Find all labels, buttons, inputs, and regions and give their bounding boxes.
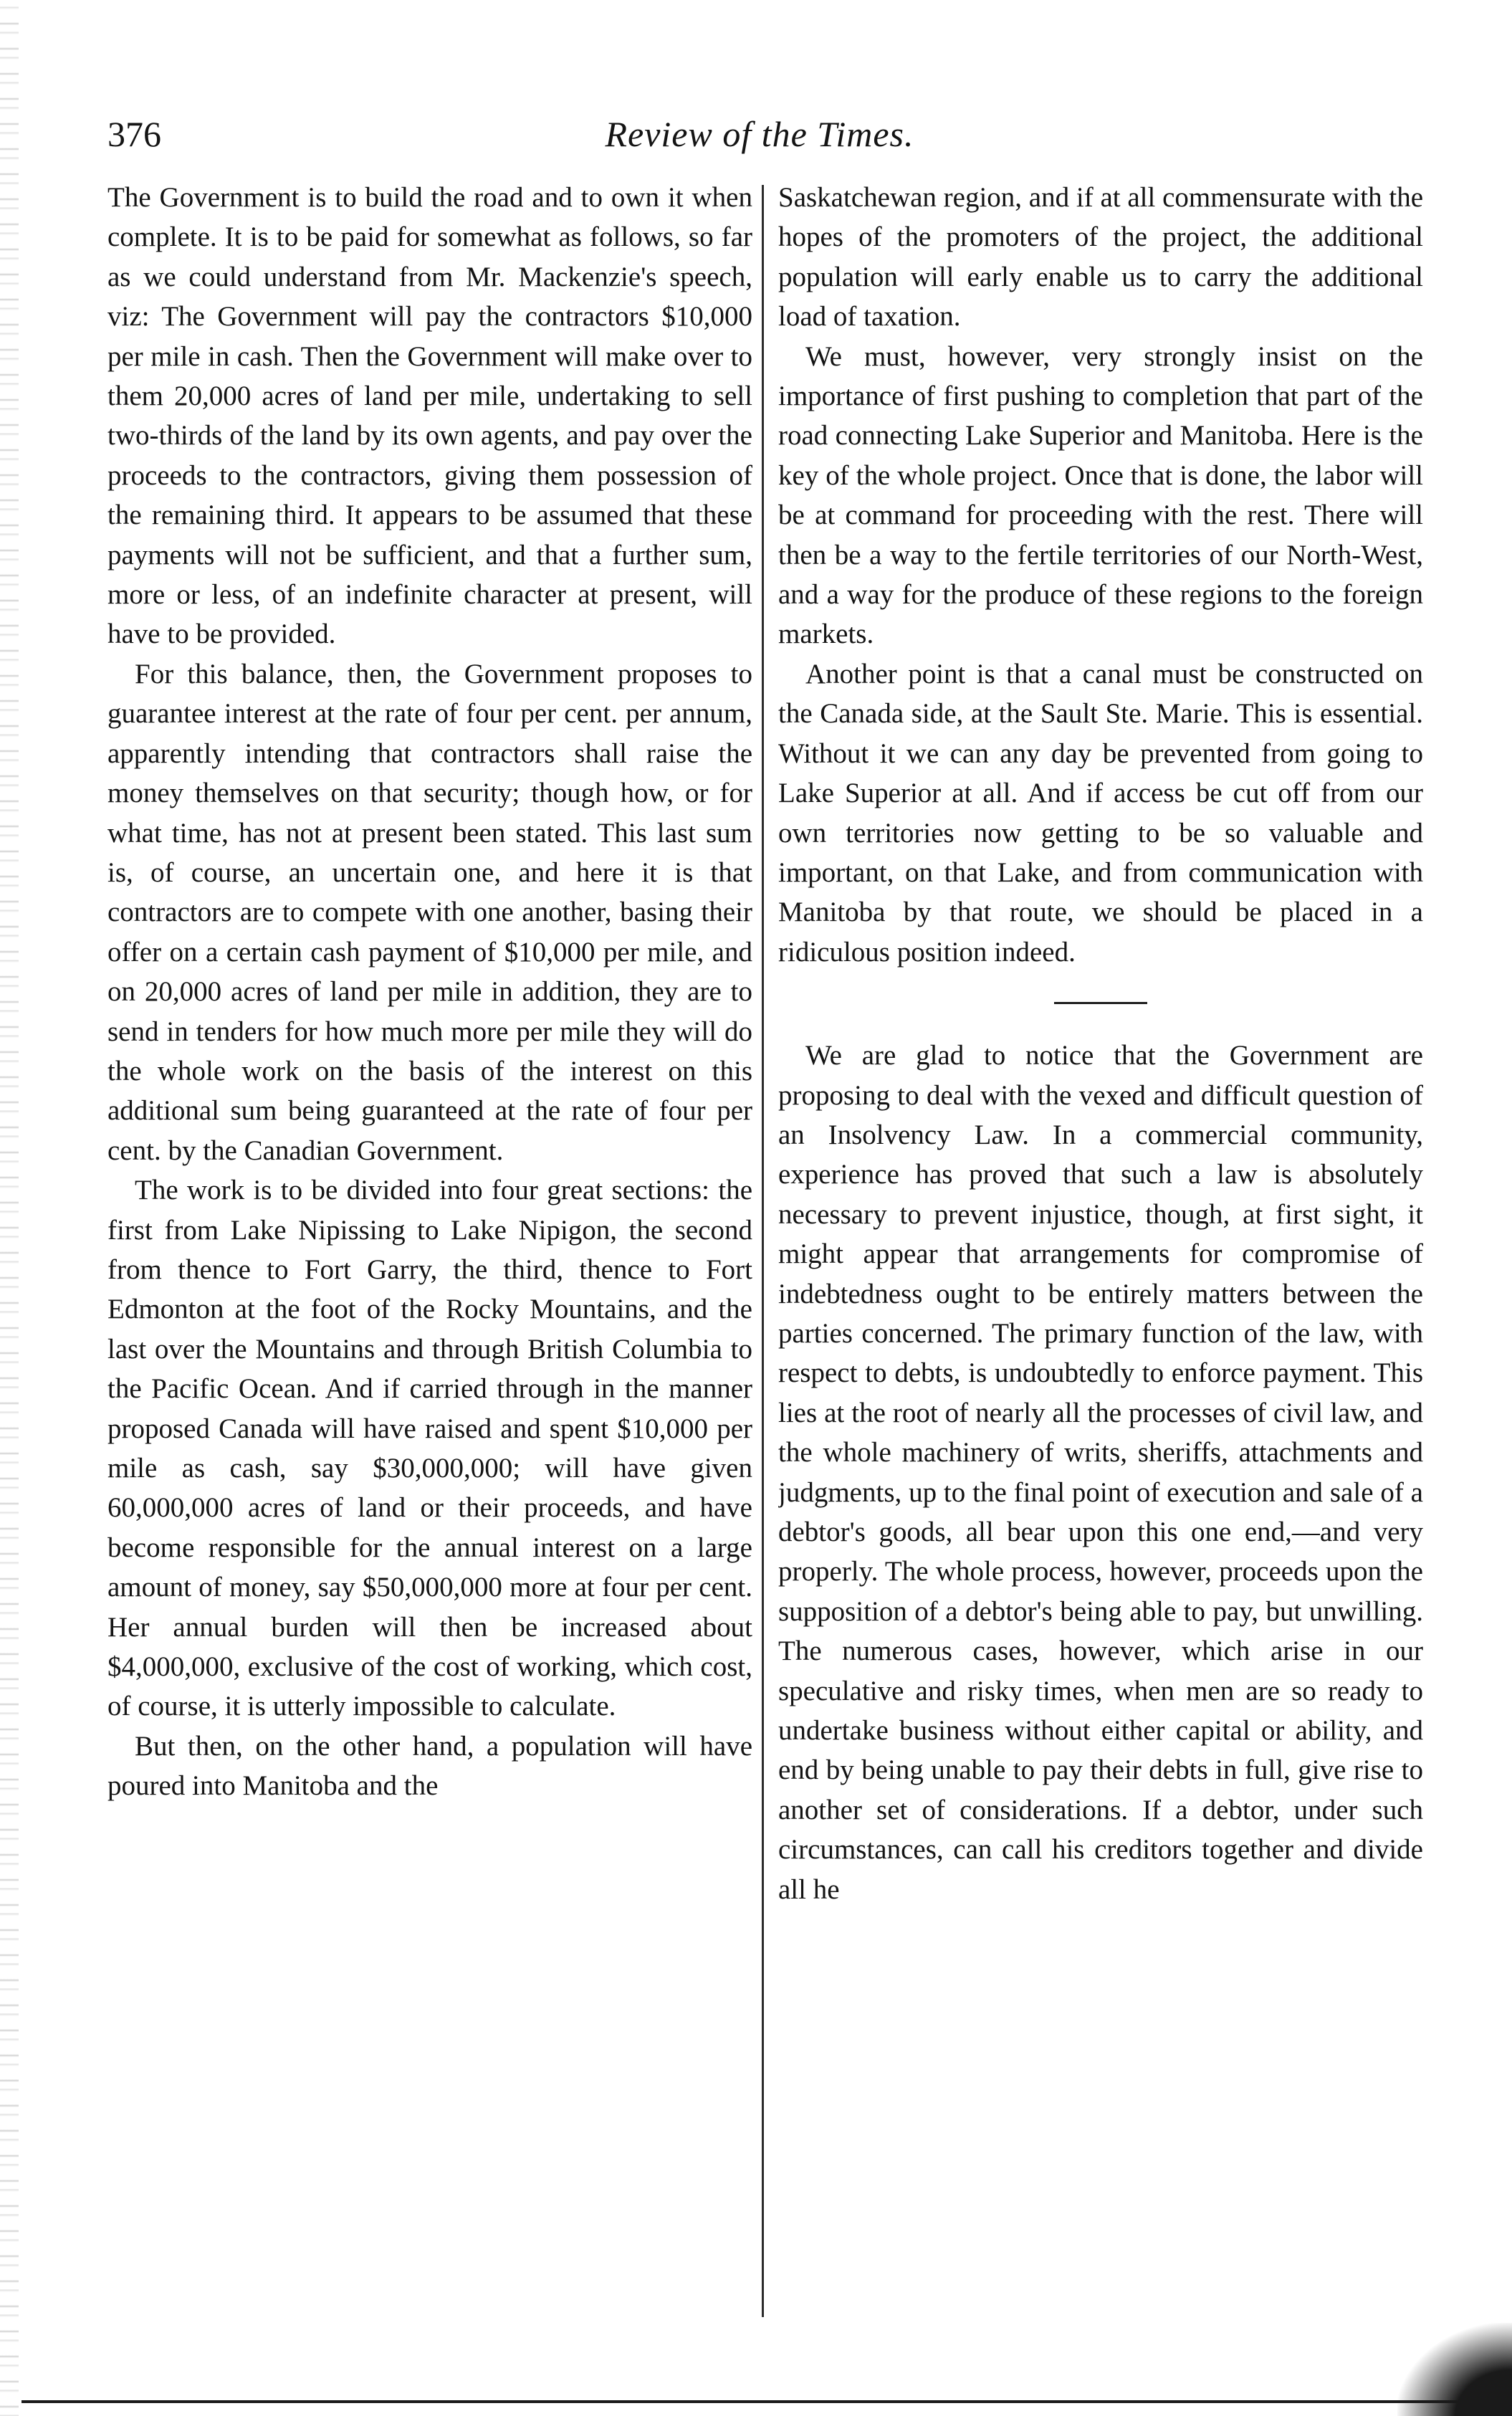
paragraph: The work is to be divided into four great sections: the first from Lake Nipissing to Lake Nipigon, the second from thence to Fort Garry, the third, thence to Fort Edmonton at the foot of the Rocky Mountains, and the last over the Mountains and through British Columbia to the Pacific Ocean. And if carried through in the manner proposed Canada will have raised and spent $10,000 per mile as cash, say $30,000,000; will have given 60,000,000 acres of land or their proceeds, and have become responsible for the annual interest on a large amount of money, say $50,000,000 more at four per cent. Her annual burden will then be increased about $4,000,000, exclusive of the cost of working, which cost, of course, it is utterly impossible to calculate. (107, 1175, 752, 1722)
paragraph: But then, on the other hand, a population will have poured into Manitoba and the (107, 1730, 752, 1802)
page-corner-shadow (1397, 2323, 1512, 2416)
page-header (107, 108, 1412, 172)
section-divider (1054, 1002, 1147, 1004)
running-title: Review of the Times. (605, 114, 914, 154)
paragraph: Another point is that a canal must be constructed on the Canada side, at the Sault Ste. Marie. This is essential. Without it we can any day be prevented from going to Lake Superior at all. And if access be cut off from our own territories now getting to be so valuable and important, on that Lake, and from communication with Manitoba by that route, we should be placed in a ridiculous position indeed. (778, 658, 1423, 968)
right-column (778, 178, 1423, 2314)
paragraph: We must, however, very strongly insist on the importance of first pushing to completion that part of the road connecting Lake Superior and Manitoba. Here is the key of the whole project. Once that is done, the labor will be at command for proceeding with the rest. There will then be a way to the fertile territories of our North-West, and a way for the produce of these regions to the foreign markets. (778, 340, 1423, 650)
paragraph: Saskatchewan region, and if at all commensurate with the hopes of the promoters of the project, the additional population will early enable us to carry the additional load of taxation. (778, 182, 1423, 333)
paragraph: For this balance, then, the Government proposes to guarantee interest at the rate of four per cent. per annum, apparently intending that contractors shall raise the money themselves on that security; though how, or for what time, has not at present been stated. This last sum is, of course, an uncertain one, and here it is that contractors are to compete with one another, basing their offer on a certain cash payment of $10,000 per mile, and on 20,000 acres of land per mile in addition, they are to send in tenders for how much more per mile they will do the whole work on the basis of the interest on this additional sum being guaranteed at the rate of four per cent. by the Canadian Government. (107, 658, 752, 1166)
paragraph: We are glad to notice that the Government are proposing to deal with the vexed and difficult question of an Insolvency Law. In a commercial community, experience has proved that such a law is absolutely necessary to prevent injustice, though, at first sight, it might appear that arrangements for compromise of indebtedness ought to be entirely matters between the parties concerned. The primary function of the law, with respect to debts, is undoubtedly to enforce payment. This lies at the root of nearly all the processes of civil law, and the whole machinery of writs, sheriffs, attachments and judgments, up to the final point of execution and sale of a debtor's goods, all bear upon this one end,—and very properly. The whole process, however, proceeds upon the supposition of a debtor's being able to pay, but unwilling. The numerous cases, however, which arise in our speculative and risky times, when men are so ready to undertake business without either capital or ability, and end by being unable to pay their debts in full, give rise to another set of considerations. If a debtor, under such circumstances, can call his creditors together and divide all he (778, 1040, 1423, 1905)
page-bottom-edge (21, 2400, 1483, 2403)
paragraph: The Government is to build the road and to own it when complete. It is to be paid for somewhat as follows, so far as we could understand from Mr. Mackenzie's speech, viz: The Government will pay the contractors $10,000 per mile in cash. Then the Government will make over to them 20,000 acres of land per mile, undertaking to sell two-thirds of the land by its own agents, and pay over the proceeds to the contractors, giving them possession of the remaining third. It appears to be assumed that these payments will not be sufficient, and that a further sum, more or less, of an indefinite character at present, will have to be provided. (107, 182, 752, 650)
left-column (107, 178, 752, 2321)
page-number: 376 (107, 114, 161, 154)
page-edge-shadow (0, 0, 19, 2416)
column-divider-rule (762, 185, 764, 2317)
